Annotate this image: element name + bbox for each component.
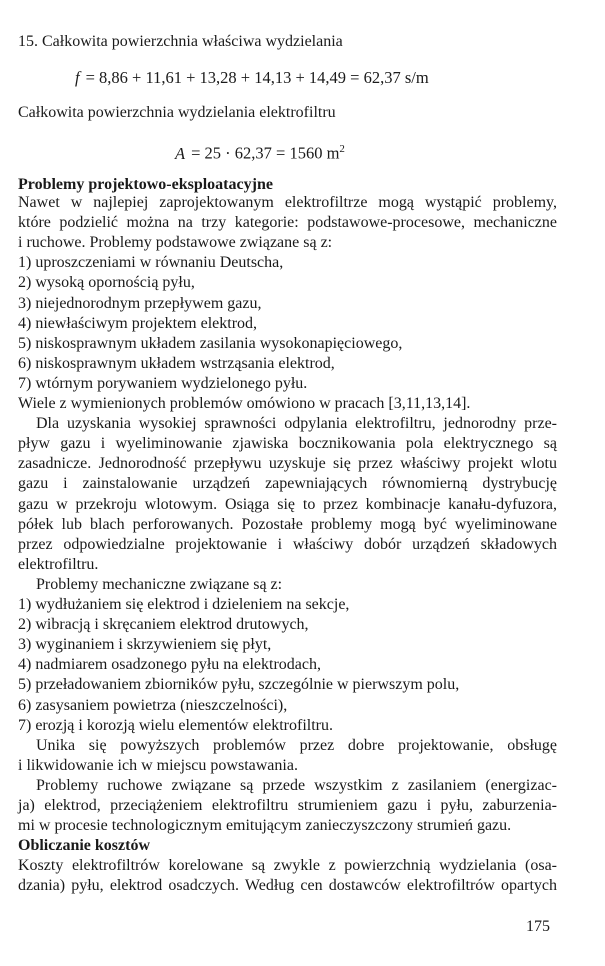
- text-line: 1) uproszczeniami w równaniu Deutscha,: [18, 254, 284, 272]
- text-line: Unika się powyższych problemów przez dobre projektowanie, obsługę: [36, 736, 557, 754]
- formula-exponent: 2: [339, 143, 345, 155]
- text-line: Problemy ruchowe związane są przede wszystkim z zasilaniem (energizac-: [36, 776, 557, 794]
- text-line: gazu w przekroju wlotowym. Osiąga się to przez kombinacje kanału-dyfuzora,: [18, 495, 557, 513]
- text-line: 7) erozją i korozją wielu elementów elektrofiltru.: [18, 716, 333, 734]
- page-number: 175: [526, 918, 550, 935]
- text-line: 2) wysoką opornością pyłu,: [18, 274, 195, 292]
- formula-specific-surface: [75, 67, 429, 89]
- text-line: 4) niewłaściwym projektem elektrod,: [18, 314, 258, 332]
- text-line: dzania) pyłu, elektrod osadczych. Według cen dostawców elektrofiltrów opartych: [18, 877, 557, 895]
- item-15-heading: 15. Całkowita powierzchnia właściwa wydzielania: [18, 33, 343, 50]
- section-heading: Problemy projektowo-eksploatacyjne: [18, 176, 273, 193]
- text-line: półek lub blach perforowanych. Pozostałe problemy mogą być wyeliminowane: [18, 515, 557, 533]
- text-line: 3) niejednorodnym przepływem gazu,: [18, 294, 262, 312]
- text-line: 5) przeładowaniem zbiorników pyłu, szczególnie w pierwszym polu,: [18, 676, 460, 694]
- text-line: przez odpowiedzialne projektowanie i właściwy dobór urządzeń składowych: [18, 535, 557, 553]
- formula-total-surface: [175, 138, 345, 163]
- formula-variable: A: [175, 143, 186, 163]
- text-line: 4) nadmiarem osadzonego pyłu na elektrodach,: [18, 656, 321, 674]
- text-line: 5) niskosprawnym układem zasilania wysokonapięciowego,: [18, 334, 403, 352]
- text-line: ja) elektrod, przeciążeniem elektrofiltru strumieniem gazu i pyłu, zaburzenia-: [18, 797, 557, 814]
- text-line: 6) niskosprawnym układem wstrząsania elektrod,: [18, 354, 335, 372]
- text-line: gazu i zainstalowanie urządzeń zapewniających równomierną dystrybucję: [18, 475, 557, 493]
- section-heading: Obliczanie kosztów: [18, 837, 150, 855]
- text-line: Dla uzyskania wysokiej sprawności odpylania elektrofiltru, jednorodny prze-: [36, 415, 557, 433]
- text-line: Koszty elektrofiltrów korelowane są zwykle z powierzchnią wydzielania (osa-: [18, 857, 557, 875]
- formula-expression: = 25 · 62,37 = 1560 m: [191, 143, 340, 163]
- text-line: 7) wtórnym porywaniem wydzielonego pyłu.: [18, 374, 308, 392]
- total-surface-label: Całkowita powierzchnia wydzielania elektrofiltru: [18, 104, 336, 121]
- text-line: 1) wydłużaniem się elektrod i dzieleniem na sekcje,: [18, 596, 350, 613]
- text-line: które podzielić można na trzy kategorie: podstawowe-procesowe, mechaniczne: [18, 214, 557, 232]
- text-line: 3) wyginaniem i skrzywieniem się płyt,: [18, 636, 272, 654]
- formula-expression: = 8,86 + 11,61 + 13,28 + 14,13 + 14,49 = 62,37 s/m: [85, 68, 429, 87]
- text-line: zasadnicze. Jednorodność przepływu uzyskuje się przez właściwy projekt wlotu: [18, 455, 557, 473]
- text-line: pływ gazu i wyeliminowanie zjawiska bocznikowania pola elektrycznego są: [18, 435, 557, 453]
- text-line: 2) wibracją i skręcaniem elektrod drutowych,: [18, 616, 309, 634]
- text-line: elektrofiltru.: [18, 555, 99, 573]
- text-line: Nawet w najlepiej zaprojektowanym elektrofiltrze mogą wystąpić problemy,: [18, 194, 557, 211]
- text-line: mi w procesie technologicznym emitującym zanieczyszczony strumień gazu.: [18, 817, 512, 835]
- text-line: Problemy mechaniczne związane są z:: [36, 575, 283, 593]
- formula-variable: f: [75, 68, 80, 87]
- text-line: i ruchowe. Problemy podstawowe związane są z:: [18, 234, 333, 252]
- text-line: i likwidowanie ich w miejscu powstawania.: [18, 756, 298, 774]
- text-line: Wiele z wymienionych problemów omówiono w pracach [3,11,13,14].: [18, 395, 471, 412]
- text-line: 6) zasysaniem powietrza (nieszczelności),: [18, 696, 288, 714]
